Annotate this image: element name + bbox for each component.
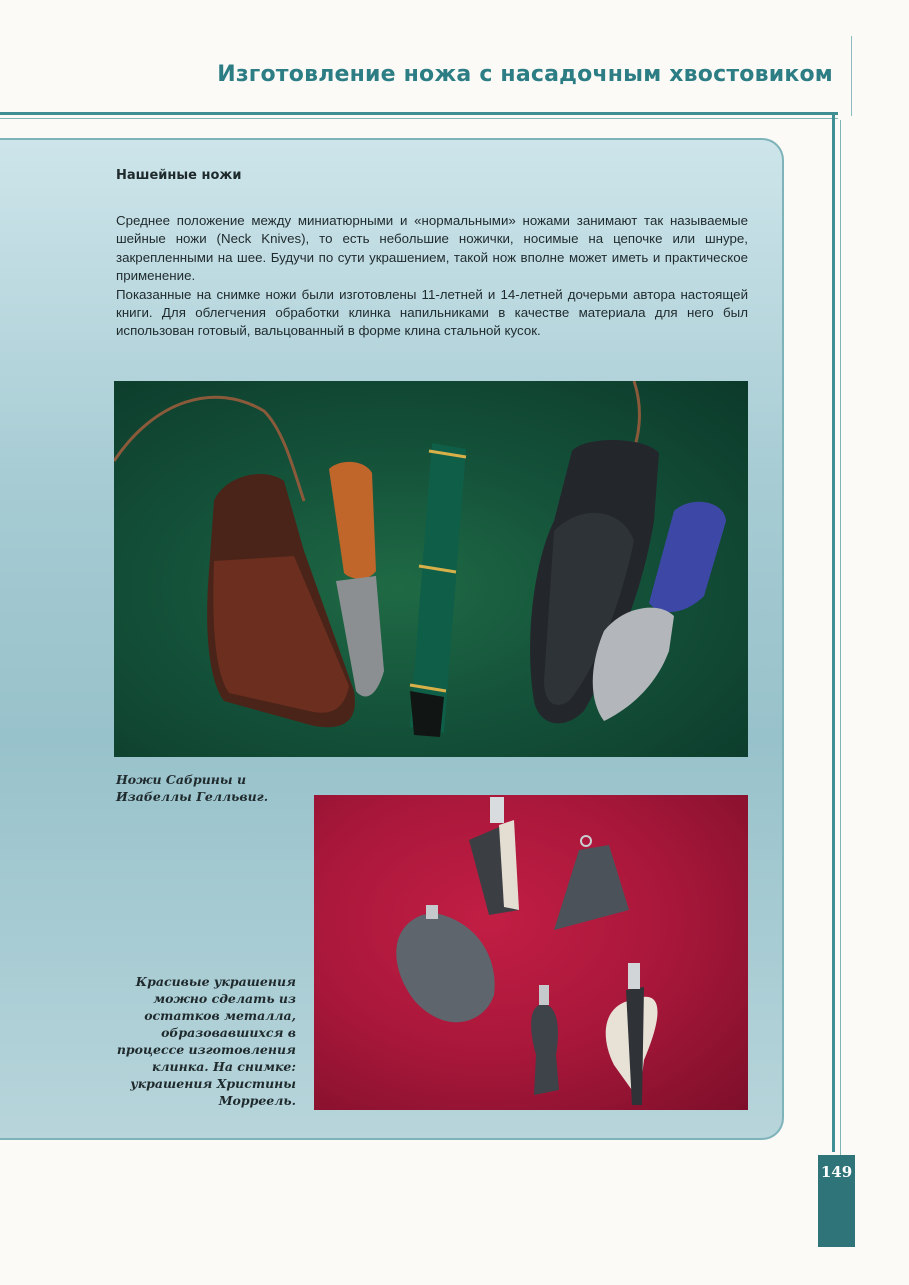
body-text	[116, 212, 748, 341]
header-rule	[0, 112, 838, 115]
photo-neck-knives	[114, 381, 748, 757]
header-top-line	[851, 36, 852, 116]
caption-line: образовавшихся в	[161, 1025, 296, 1040]
paragraph: Среднее положение между миниатюрными и «нормальными» ножами занимают так называемые шейные ножи (Neck Knives), то есть небольшие ножички, носимые на цепочке или шнуре, закрепленными на шее. Будучи по сути украшением, такой нож вполне может иметь и практическое применение.	[116, 213, 748, 284]
page-number: 149	[820, 1163, 853, 1181]
caption-neck-knives	[116, 771, 268, 805]
page-number-tab	[818, 1155, 855, 1247]
caption-line: украшения Христины	[130, 1076, 296, 1091]
section-heading: Нашейные ножи	[116, 168, 242, 183]
photo-pendants	[314, 795, 748, 1110]
margin-rule	[832, 112, 835, 1152]
caption-line: клинка. На снимке:	[151, 1059, 296, 1074]
caption-line: можно сделать из	[153, 991, 296, 1006]
page-title: Изготовление ножа с насадочным хвостовиком	[217, 62, 833, 87]
caption-line: остатков металла,	[144, 1008, 296, 1023]
caption-line: Изабеллы Гелльвиг.	[116, 789, 269, 804]
caption-pendants	[117, 973, 296, 1109]
margin-rule-thin	[840, 120, 841, 1155]
header-rule-thin	[0, 118, 838, 119]
caption-line: Красивые украшения	[135, 974, 296, 989]
caption-line: Ножи Сабрины и	[116, 772, 247, 787]
caption-line: процессе изготовления	[116, 1042, 296, 1057]
caption-line: Морреель.	[218, 1093, 296, 1108]
paragraph: Показанные на снимке ножи были изготовлены 11-летней и 14-летней дочерьми автора настоящей книги. Для облегчения обработки клинка напильниками в качестве материала для него был использован готовый, вальцованный в форме клина стальной кусок.	[116, 286, 748, 339]
